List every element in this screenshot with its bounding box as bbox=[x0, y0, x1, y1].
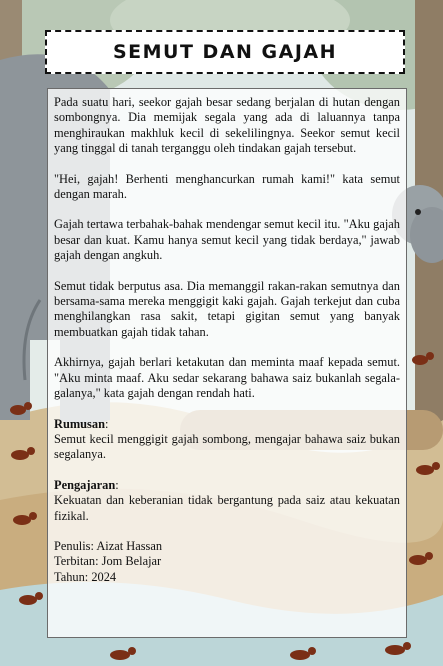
story-paragraph-4: Semut tidak berputus asa. Dia memanggil rakan-rakan semutnya dan bersama-sama mereka menggigit kaki gajah. Gajah terkejut dan cuba menghilangkan rasa sakit, tetapi gigitan semut yang banyak membuatkan gajah tidak tahan. bbox=[54, 278, 400, 339]
story-paragraph-2: "Hei, gajah! Berhenti menghancurkan rumah kami!" kata semut dengan marah. bbox=[54, 171, 400, 202]
story-paragraph-5: Akhirnya, gajah berlari ketakutan dan meminta maaf kepada semut. "Aku minta maaf. Aku sedar sekarang bahawa saiz bukanlah segala-galanya," kata gajah dengan rendah hati. bbox=[54, 355, 400, 401]
summary-heading: Rumusan: bbox=[54, 416, 109, 431]
title-box bbox=[45, 30, 405, 74]
lesson-heading: Pengajaran: bbox=[54, 477, 119, 492]
publisher-line: Terbitan: Jom Belajar bbox=[54, 554, 162, 569]
lesson-text: Kekuatan dan keberanian tidak bergantung pada saiz atau kekuatan fizikal. bbox=[54, 493, 400, 523]
story-paragraph-1: Pada suatu hari, seekor gajah besar sedang berjalan di hutan dengan sombongnya. Dia memijak segala yang ada di laluannya tanpa menghiraukan makhluk kecil di sekelilingnya. Seekor semut kecil yang tinggal di tanah terganggu oleh tindakan gajah tersebut. bbox=[54, 95, 400, 156]
summary-text: Semut kecil menggigit gajah sombong, mengajar bahawa saiz bukan segalanya. bbox=[54, 431, 400, 462]
author-line: Penulis: Aizat Hassan bbox=[54, 538, 163, 553]
page-title: SEMUT DAN GAJAH bbox=[112, 41, 338, 63]
story-paragraph-3: Gajah tertawa terbahak-bahak mendengar semut kecil itu. "Aku gajah besar dan kuat. Kamu hanya semut kecil yang tidak berdaya," jawab gajah dengan angkuh. bbox=[54, 217, 400, 263]
summary-label: Rumusan bbox=[54, 416, 105, 431]
lesson-label: Pengajaran bbox=[54, 477, 116, 492]
story-panel bbox=[47, 88, 407, 638]
year-line: Tahun: 2024 bbox=[54, 569, 117, 584]
